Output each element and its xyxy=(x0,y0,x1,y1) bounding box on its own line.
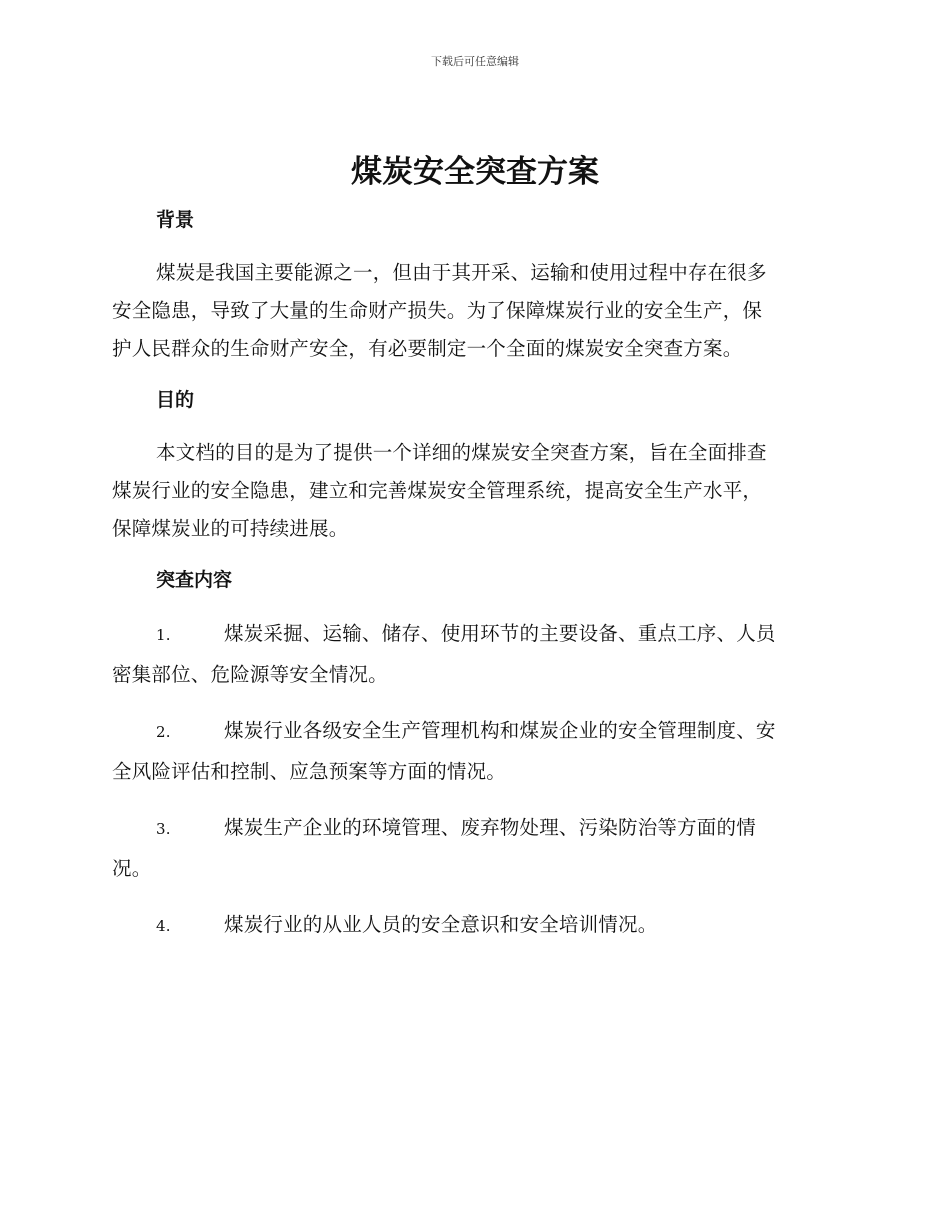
list-text: 煤炭行业各级安全生产管理机构和煤炭企业的安全管理制度、安 xyxy=(224,719,776,742)
paragraph-line: 煤炭行业的安全隐患，建立和完善煤炭安全管理系统，提高安全生产水平， xyxy=(112,479,763,502)
list-number: 1. xyxy=(156,626,171,644)
list-text: 全风险评估和控制、应急预案等方面的情况。 xyxy=(112,760,507,783)
list-item xyxy=(112,905,834,946)
section-heading-content: 突查内容 xyxy=(156,569,233,591)
list-number: 3. xyxy=(156,820,171,838)
paragraph-line: 护人民群众的生命财产安全，有必要制定一个全面的煤炭安全突查方案。 xyxy=(112,337,743,360)
list-number: 4. xyxy=(156,917,171,935)
background-paragraph xyxy=(112,254,834,368)
list-number: 2. xyxy=(156,723,171,741)
section-heading-background: 背景 xyxy=(156,209,195,231)
list-text: 煤炭生产企业的环境管理、废弃物处理、污染防治等方面的情 xyxy=(224,816,756,839)
purpose-paragraph xyxy=(112,434,834,548)
paragraph-line: 煤炭是我国主要能源之一，但由于其开采、运输和使用过程中存在很多 xyxy=(156,261,767,284)
list-item xyxy=(112,711,834,792)
list-text: 况。 xyxy=(112,857,152,880)
page-header-note: 下载后可任意编辑 xyxy=(431,55,519,68)
paragraph-line: 安全隐患，导致了大量的生命财产损失。为了保障煤炭行业的安全生产，保 xyxy=(112,299,763,322)
document-title: 煤炭安全突查方案 xyxy=(351,154,599,190)
list-text: 密集部位、危险源等安全情况。 xyxy=(112,663,388,686)
list-item xyxy=(112,808,834,889)
section-heading-purpose: 目的 xyxy=(156,389,195,411)
list-text: 煤炭行业的从业人员的安全意识和安全培训情况。 xyxy=(224,913,658,936)
paragraph-line: 本文档的目的是为了提供一个详细的煤炭安全突查方案，旨在全面排查 xyxy=(156,441,767,464)
paragraph-line: 保障煤炭业的可持续进展。 xyxy=(112,517,349,540)
document-body xyxy=(112,200,834,946)
list-text: 煤炭采掘、运输、储存、使用环节的主要设备、重点工序、人员 xyxy=(224,622,776,645)
list-item xyxy=(112,614,834,695)
inspection-list xyxy=(112,614,834,946)
